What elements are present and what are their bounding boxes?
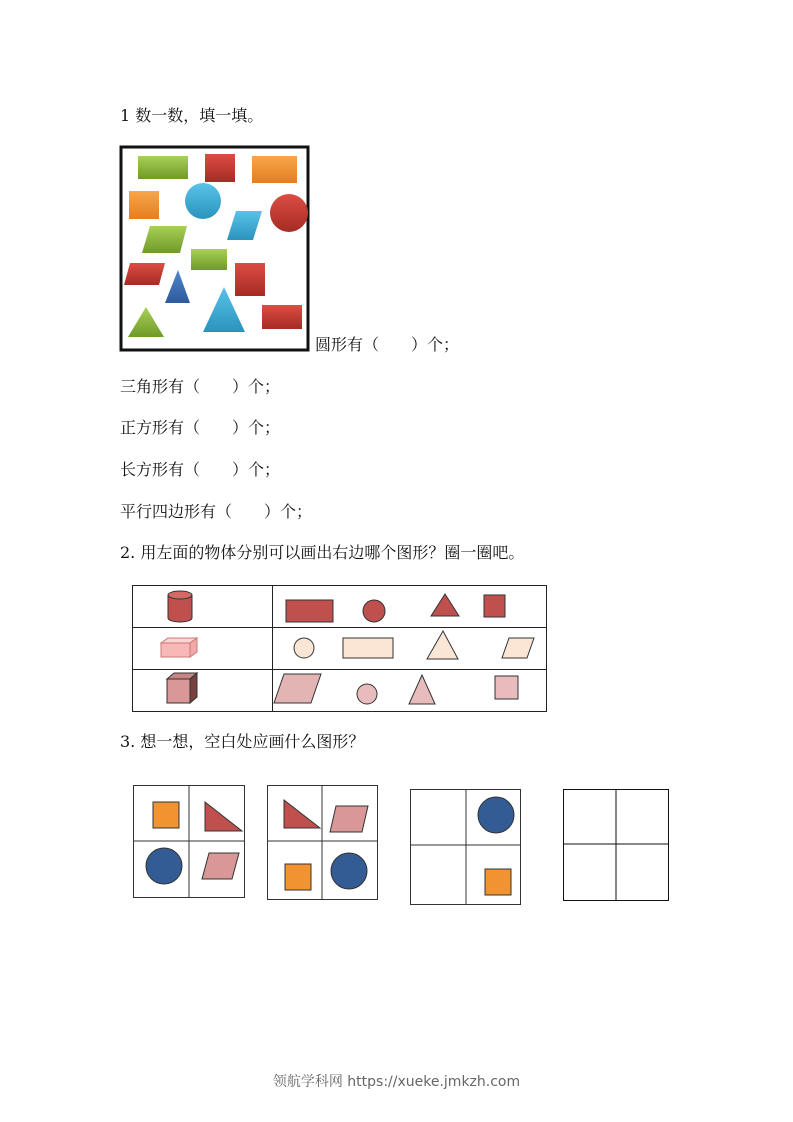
green-rectangle: [138, 156, 188, 179]
row2-shapes: [273, 628, 547, 670]
circle-option[interactable]: [294, 638, 314, 658]
cylinder-cell: [133, 586, 273, 628]
triangle-option[interactable]: [409, 675, 435, 704]
parallelogram-option[interactable]: [502, 638, 534, 658]
cube-cell: [133, 670, 273, 712]
square-option[interactable]: [484, 595, 505, 617]
square-count-line: 正方形有（ ）个；: [120, 418, 281, 437]
circle-option[interactable]: [357, 684, 377, 704]
circle-option[interactable]: [363, 600, 385, 622]
pink-parallelogram: [202, 853, 239, 879]
row3-shapes: [273, 670, 547, 712]
table-row: [133, 670, 547, 712]
cylinder-icon: [133, 586, 272, 627]
orange-rectangle: [252, 156, 297, 183]
cube-icon: [133, 670, 272, 711]
orange-square: [129, 191, 159, 219]
rectangle-option[interactable]: [343, 638, 393, 658]
blue-circle: [478, 797, 514, 833]
triangle-option[interactable]: [431, 594, 459, 616]
blue-circle: [185, 183, 221, 219]
green-rectangle-small: [191, 249, 227, 270]
parallelogram-option[interactable]: [274, 674, 321, 703]
table-row: [133, 586, 547, 628]
triangle-option[interactable]: [427, 631, 458, 659]
rectangle-option[interactable]: [286, 600, 333, 622]
q2-title: 2. 用左面的物体分别可以画出右边哪个图形？圈一圈吧。: [120, 543, 525, 562]
circle-count-line: 圆形有（ ）个；: [315, 335, 460, 354]
row1-shapes: [273, 586, 547, 628]
red-square-2: [235, 263, 265, 296]
triangle-count-line: 三角形有（ ）个；: [120, 377, 281, 396]
blue-circle: [146, 848, 182, 884]
pattern-grid-3: [410, 789, 522, 906]
blue-circle: [331, 853, 367, 889]
empty-answer-grid[interactable]: [563, 789, 670, 902]
cuboid-cell: [133, 628, 273, 670]
red-parallelogram: [124, 263, 165, 285]
orange-square: [153, 802, 179, 828]
red-circle: [270, 194, 308, 232]
square-option[interactable]: [495, 676, 518, 699]
pink-parallelogram: [330, 806, 368, 832]
parallelogram-count-line: 平行四边形有（ ）个；: [120, 502, 313, 521]
table-row: [133, 628, 547, 670]
red-square: [205, 154, 235, 182]
footer-watermark: 领航学科网 https://xueke.jmkzh.com: [272, 1074, 521, 1090]
q1-title: 1 数一数，填一填。: [120, 106, 264, 125]
matching-table: [132, 585, 547, 712]
cuboid-icon: [133, 628, 272, 669]
q3-title: 3. 想一想，空白处应画什么图形？: [120, 732, 365, 751]
pattern-grid-1: [133, 785, 246, 899]
orange-square: [485, 869, 511, 895]
orange-square: [285, 864, 311, 890]
shapes-picture: [119, 145, 314, 355]
rectangle-count-line: 长方形有（ ）个；: [120, 460, 281, 479]
red-rectangle: [262, 305, 302, 329]
pattern-grid-2: [267, 785, 379, 901]
